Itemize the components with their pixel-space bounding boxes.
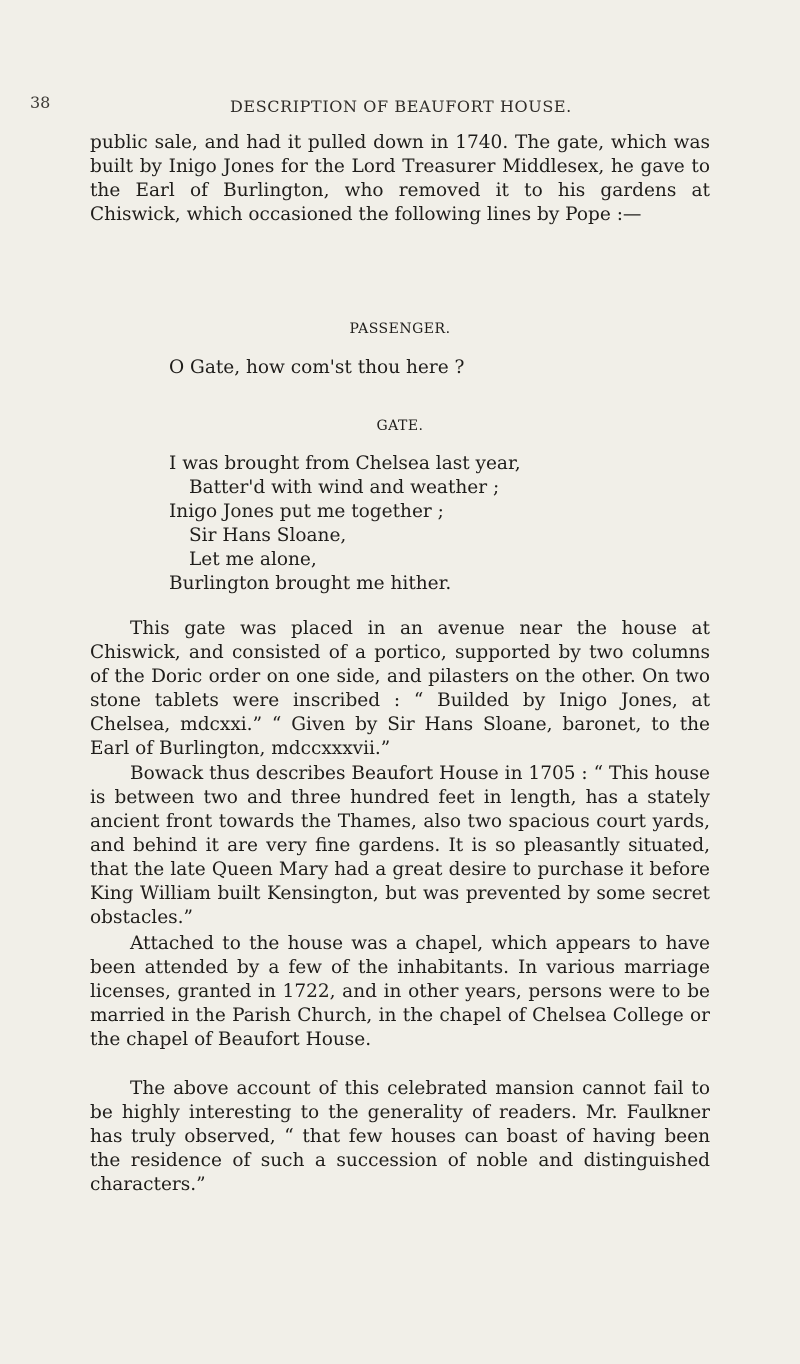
paragraph-gate-description: This gate was placed in an avenue near the house at Chiswick, and consisted of a portico, supported by two columns of the Doric order on one side, and pilasters on the other. On two stone tablets were inscribed : “ Builded by Inigo Jones, at Chelsea, mdcxxi.” “ Given by Sir Hans Sloane, baronet, to the Earl of Burlington, mdccxxxvii.”	[90, 618, 710, 759]
verse-gate-line-2: Batter'd with wind and weather ;	[189, 477, 500, 498]
verse-gate-line-3: Inigo Jones put me together ;	[169, 501, 444, 522]
verse-gate-line-6: Burlington brought me hither.	[169, 573, 452, 594]
verse-passenger-line: O Gate, how com'st thou here ?	[169, 357, 465, 378]
paragraph-bowack-quote: Bowack thus describes Beaufort House in 1705 : “ This house is between two and three hundred feet in length, has a stately ancient front towards the Thames, also two spacious court yards, and behind it are very fine gardens. It is so pleasantly situated, that the late Queen Mary had a great desire to purchase it before King William built Kensington, but was prevented by some secret obstacles.”	[90, 763, 710, 928]
speaker-gate: GATE.	[376, 418, 424, 434]
running-head: DESCRIPTION OF BEAUFORT HOUSE.	[230, 97, 572, 116]
speaker-passenger: PASSENGER.	[349, 321, 451, 337]
verse-gate-line-5: Let me alone,	[189, 549, 317, 570]
paragraph-faulkner: The above account of this celebrated mansion cannot fail to be highly interesting to the generality of readers. Mr. Faulkner has truly observed, “ that few houses can boast of having been the residence of such a succession of noble and distinguished characters.”	[90, 1078, 710, 1195]
paragraph-public-sale: public sale, and had it pulled down in 1740. The gate, which was built by Inigo Jones for the Lord Treasurer Middlesex, he gave to the Earl of Burlington, who removed it to his gardens at Chiswick, which occasioned the following lines by Pope :—	[90, 132, 710, 225]
verse-gate-line-4: Sir Hans Sloane,	[189, 525, 347, 546]
verse-gate-line-1: I was brought from Chelsea last year,	[169, 453, 521, 474]
page-number: 38	[30, 93, 51, 112]
paragraph-chapel: Attached to the house was a chapel, which appears to have been attended by a few of the inhabitants. In various marriage licenses, granted in 1722, and in other years, persons were to be married in the Parish Church, in the chapel of Chelsea College or the chapel of Beaufort House.	[90, 933, 710, 1050]
